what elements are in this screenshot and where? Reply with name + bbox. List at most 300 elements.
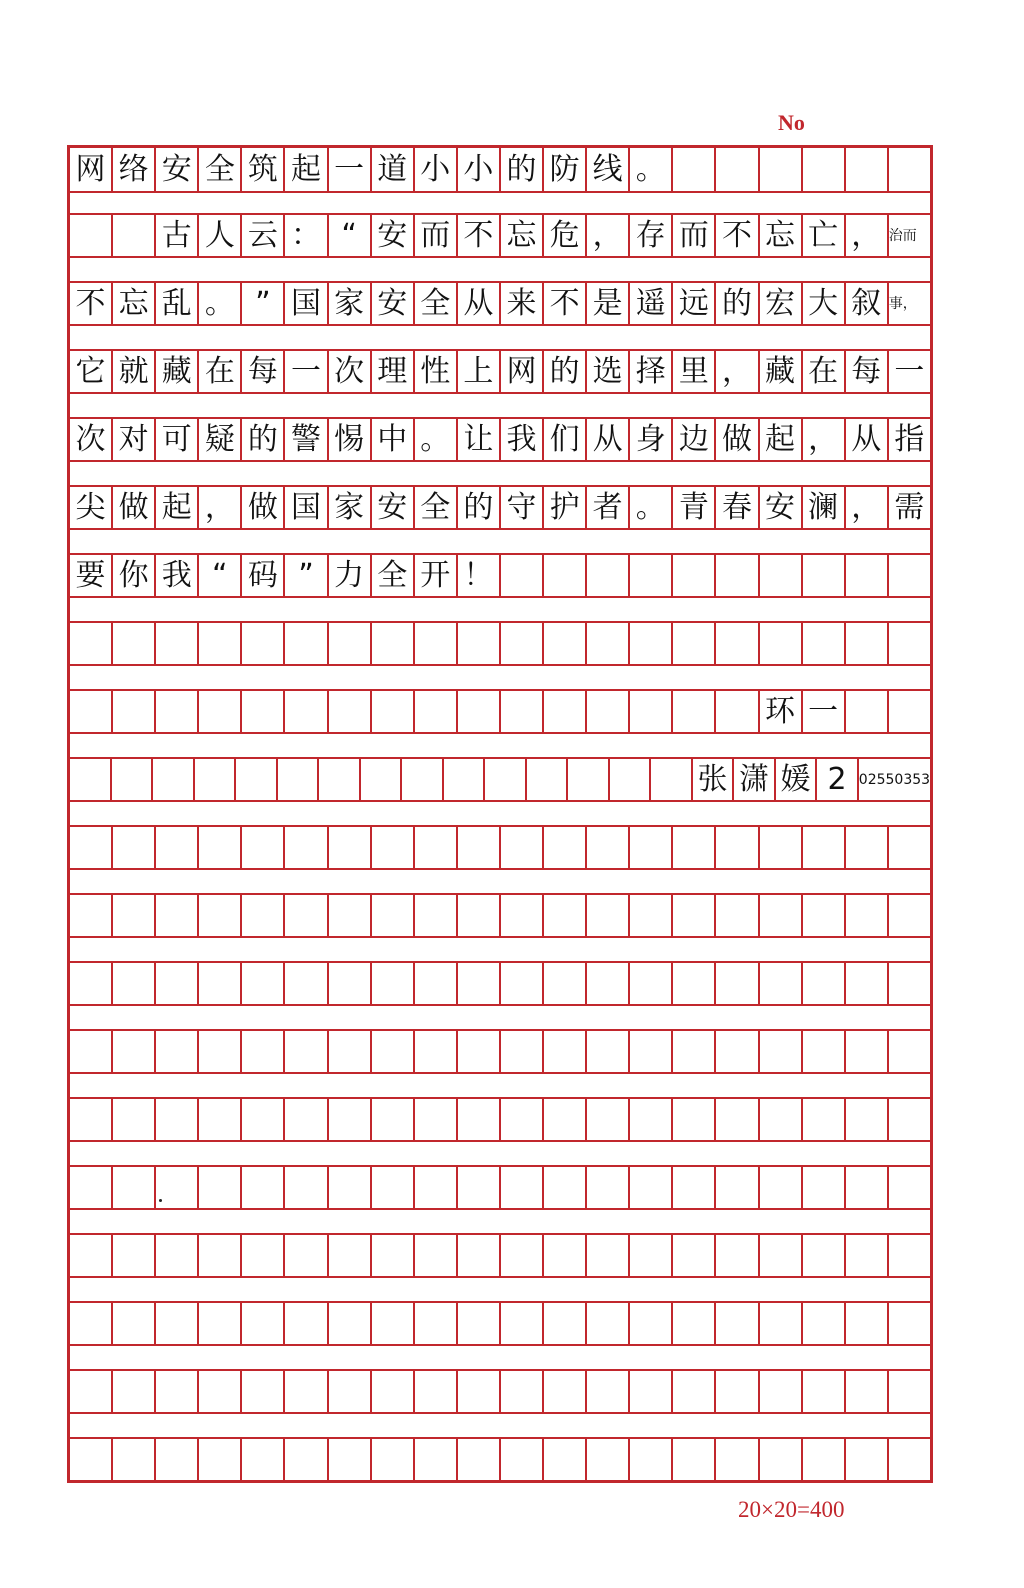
- grid-cell: [415, 895, 458, 936]
- grid-cell: 起: [285, 148, 328, 191]
- grid-cell: [716, 963, 759, 1004]
- grid-cell: 。: [415, 419, 458, 460]
- grid-cell: [285, 1439, 328, 1480]
- grid-cell: [630, 1303, 673, 1344]
- grid-cell: [501, 691, 544, 732]
- grid-cell: [156, 1371, 199, 1412]
- grid-cell: [610, 759, 652, 800]
- grid-cell: [458, 963, 501, 1004]
- grid-cell: [199, 1235, 242, 1276]
- grid-cell: [587, 827, 630, 868]
- grid-cell: 线: [587, 148, 630, 191]
- grid-row: [70, 689, 930, 734]
- grid-cell: [846, 623, 889, 664]
- grid-cell: [716, 1371, 759, 1412]
- grid-cell: 理: [372, 351, 415, 392]
- grid-cell: [113, 963, 156, 1004]
- grid-cell: [156, 623, 199, 664]
- grid-cell: [236, 759, 278, 800]
- grid-cell: 警: [285, 419, 328, 460]
- grid-cell: [70, 1167, 113, 1208]
- grid-cell: [846, 555, 889, 596]
- grid-cell: 潇: [734, 759, 776, 800]
- grid-cell: [760, 895, 803, 936]
- grid-cell: [329, 1167, 372, 1208]
- grid-cell: [372, 1439, 415, 1480]
- grid-cell: 网: [70, 148, 113, 191]
- grid-row: [70, 213, 930, 258]
- grid-cell: [846, 1235, 889, 1276]
- grid-cell: [544, 963, 587, 1004]
- grid-cell: [242, 623, 285, 664]
- grid-cell: [329, 623, 372, 664]
- grid-cell: [889, 691, 930, 732]
- grid-cell: [630, 1235, 673, 1276]
- grid-cell: [156, 895, 199, 936]
- grid-cell: [568, 759, 610, 800]
- grid-cell: 治而: [888, 227, 917, 244]
- grid-cell: [199, 895, 242, 936]
- grid-cell: [501, 555, 544, 596]
- grid-cell: [587, 1031, 630, 1072]
- grid-cell: [501, 1031, 544, 1072]
- grid-cell: ：: [285, 215, 328, 256]
- grid-cell: [889, 827, 930, 868]
- grid-cell: [803, 895, 846, 936]
- grid-row: [70, 1301, 930, 1346]
- grid-cell: 不: [716, 215, 759, 256]
- grid-cell: [544, 1031, 587, 1072]
- grid-cell: [113, 215, 156, 256]
- grid-row: [70, 1233, 930, 1278]
- grid-cell: 从: [846, 419, 889, 460]
- grid-cell: 来: [501, 283, 544, 324]
- grid-cell: [673, 555, 716, 596]
- grid-cell: 就: [113, 351, 156, 392]
- grid-cell: [113, 691, 156, 732]
- grid-cell: [673, 1439, 716, 1480]
- grid-cell: [889, 1371, 930, 1412]
- grid-cell: 全: [372, 555, 415, 596]
- grid-cell: 络: [113, 148, 156, 191]
- grid-cell: [587, 1099, 630, 1140]
- grid-cell: [630, 1167, 673, 1208]
- grid-cell: [673, 148, 716, 191]
- grid-cell: [329, 1031, 372, 1072]
- grid-cell: [70, 1303, 113, 1344]
- grid-cell: 疑: [199, 419, 242, 460]
- grid-cell: [70, 827, 113, 868]
- grid-row: [70, 349, 930, 394]
- grid-cell: [889, 895, 930, 936]
- page-number-label: No: [778, 110, 805, 135]
- grid-cell: [760, 1167, 803, 1208]
- grid-cell: 国: [285, 487, 328, 528]
- grid-cell: 可: [156, 419, 199, 460]
- grid-cell: [630, 1439, 673, 1480]
- grid-cell: 乱: [156, 283, 199, 324]
- grid-cell: [803, 623, 846, 664]
- grid-cell: [70, 895, 113, 936]
- grid-cell: [760, 1031, 803, 1072]
- grid-cell: [760, 1303, 803, 1344]
- grid-cell: 性: [415, 351, 458, 392]
- grid-cell: [587, 895, 630, 936]
- grid-cell: [372, 1371, 415, 1412]
- grid-cell: [199, 691, 242, 732]
- grid-cell: [458, 1099, 501, 1140]
- grid-cell: [716, 691, 759, 732]
- grid-cell: [803, 1235, 846, 1276]
- grid-cell: 一: [894, 353, 925, 389]
- grid-cell: [803, 1167, 846, 1208]
- grid-cell: [544, 691, 587, 732]
- grid-cell: [285, 1303, 328, 1344]
- grid-cell: [415, 1099, 458, 1140]
- grid-row: [70, 961, 930, 1006]
- grid-cell: [329, 963, 372, 1004]
- grid-cell: 不: [70, 283, 113, 324]
- grid-cell: [846, 1439, 889, 1480]
- grid-cell: [156, 1099, 199, 1140]
- grid-cell: [760, 148, 803, 191]
- grid-cell: [544, 555, 587, 596]
- grid-cell: 选: [587, 351, 630, 392]
- grid-cell: 大: [803, 283, 846, 324]
- grid-cell: [673, 1167, 716, 1208]
- grid-cell: [70, 1235, 113, 1276]
- grid-cell: [889, 1303, 930, 1344]
- grid-cell: 对: [113, 419, 156, 460]
- grid-cell: [199, 1031, 242, 1072]
- grid-cell: [760, 827, 803, 868]
- grid-cell: [329, 1235, 372, 1276]
- grid-cell: [630, 895, 673, 936]
- grid-cell: [587, 555, 630, 596]
- grid-cell: [803, 148, 846, 191]
- grid-cell: [587, 1235, 630, 1276]
- grid-cell: [113, 895, 156, 936]
- grid-row: [70, 1369, 930, 1414]
- grid-cell: [70, 215, 113, 256]
- grid-cell: 一: [329, 148, 372, 191]
- grid-cell: ，: [846, 487, 889, 528]
- grid-cell: [501, 1099, 544, 1140]
- grid-cell: [673, 895, 716, 936]
- grid-cell: 筑: [242, 148, 285, 191]
- grid-cell: [242, 1303, 285, 1344]
- grid-cell: [372, 827, 415, 868]
- grid-cell: [889, 963, 930, 1004]
- grid-cell: 澜: [803, 487, 846, 528]
- grid-cell: 安: [372, 487, 415, 528]
- grid-cell: [285, 1371, 328, 1412]
- grid-cell: [760, 1371, 803, 1412]
- grid-cell: 危: [544, 215, 587, 256]
- grid-cell: [415, 1303, 458, 1344]
- grid-cell: [113, 827, 156, 868]
- grid-cell: 张: [693, 759, 735, 800]
- grid-cell: ！: [458, 555, 501, 596]
- grid-cell: [329, 1439, 372, 1480]
- grid-cell: [630, 1099, 673, 1140]
- grid-cell: 它: [70, 351, 113, 392]
- grid-cell: 小: [458, 148, 501, 191]
- grid-cell: [285, 691, 328, 732]
- grid-cell: [372, 1167, 415, 1208]
- grid-cell: [673, 963, 716, 1004]
- grid-cell: [458, 623, 501, 664]
- grid-cell: 的: [544, 351, 587, 392]
- grid-cell: 家: [329, 283, 372, 324]
- grid-cell: [242, 1031, 285, 1072]
- grid-cell: 每: [846, 351, 889, 392]
- grid-cell: [329, 1371, 372, 1412]
- grid-cell: [630, 827, 673, 868]
- grid-cell: 藏: [156, 351, 199, 392]
- grid-row: [70, 281, 930, 326]
- grid-cell: [329, 1099, 372, 1140]
- grid-cell: 每: [242, 351, 285, 392]
- grid-cell: [846, 963, 889, 1004]
- grid-row: [70, 1029, 930, 1074]
- grid-cell: 防: [544, 148, 587, 191]
- grid-cell: [415, 963, 458, 1004]
- grid-cell: 不: [544, 283, 587, 324]
- grid-cell: [587, 623, 630, 664]
- grid-cell: [501, 1303, 544, 1344]
- grid-cell: [846, 895, 889, 936]
- grid-cell: 青: [673, 487, 716, 528]
- grid-cell: [372, 691, 415, 732]
- grid-cell: [113, 1031, 156, 1072]
- grid-cell: [361, 759, 403, 800]
- grid-cell: [70, 1031, 113, 1072]
- grid-cell: [544, 1167, 587, 1208]
- grid-cell: 边: [673, 419, 716, 460]
- grid-cell: [156, 1167, 199, 1208]
- grid-cell: [278, 759, 320, 800]
- grid-cell: 而: [415, 215, 458, 256]
- grid-cell: [458, 1303, 501, 1344]
- grid-cell: [889, 148, 930, 191]
- grid-cell: [242, 895, 285, 936]
- grid-cell: [372, 963, 415, 1004]
- grid-cell: [285, 1167, 328, 1208]
- grid-cell: 安: [372, 283, 415, 324]
- grid-cell: 者: [587, 487, 630, 528]
- grid-cell: [544, 1439, 587, 1480]
- grid-cell: [630, 1031, 673, 1072]
- grid-cell: [319, 759, 361, 800]
- grid-cell: [846, 691, 889, 732]
- grid-cell: [156, 691, 199, 732]
- grid-cell: 宏: [760, 283, 803, 324]
- grid-cell: 次: [70, 419, 113, 460]
- grid-cell: 媛: [776, 759, 818, 800]
- grid-cell: [760, 555, 803, 596]
- grid-cell: [70, 759, 112, 800]
- grid-cell: [544, 1303, 587, 1344]
- grid-cell: [544, 827, 587, 868]
- grid-cell: [846, 148, 889, 191]
- grid-cell: [156, 1031, 199, 1072]
- grid-cell: 家: [329, 487, 372, 528]
- grid-cell: 云: [242, 215, 285, 256]
- grid-cell: [544, 1371, 587, 1412]
- grid-cell: [587, 1303, 630, 1344]
- grid-cell: 要: [70, 555, 113, 596]
- grid-cell: 国: [285, 283, 328, 324]
- grid-cell: 02550353: [858, 771, 931, 788]
- grid-cell: “: [329, 215, 372, 256]
- grid-cell: 远: [673, 283, 716, 324]
- grid-cell: [415, 623, 458, 664]
- grid-cell: 网: [501, 351, 544, 392]
- grid-row: [70, 485, 930, 530]
- grid-cell: [501, 895, 544, 936]
- grid-cell: ，: [716, 351, 759, 392]
- grid-cell: 人: [199, 215, 242, 256]
- grid-cell: ，: [803, 419, 846, 460]
- grid-cell: 安: [372, 215, 415, 256]
- grid-cell: ”: [242, 283, 285, 324]
- grid-row: [70, 757, 930, 802]
- grid-cell: [242, 691, 285, 732]
- grid-cell: 存: [630, 215, 673, 256]
- grid-cell: 一: [803, 691, 846, 732]
- grid-cell: 是: [587, 283, 630, 324]
- ink-dot: [159, 1199, 162, 1202]
- grid-cell: 上: [458, 351, 501, 392]
- grid-cell: 的: [716, 283, 759, 324]
- grid-capacity-label: 20×20=400: [738, 1497, 845, 1522]
- grid-cell: [285, 1099, 328, 1140]
- grid-cell: [285, 895, 328, 936]
- grid-cell: [329, 895, 372, 936]
- grid-cell: ，: [199, 487, 242, 528]
- grid-cell: 环: [760, 691, 803, 732]
- grid-cell: [199, 963, 242, 1004]
- grid-cell: [153, 759, 195, 800]
- grid-cell: 。: [199, 283, 242, 324]
- grid-cell: [889, 555, 930, 596]
- grid-cell: [372, 1099, 415, 1140]
- grid-cell: 我: [501, 419, 544, 460]
- grid-cell: [587, 1167, 630, 1208]
- grid-cell: [372, 1303, 415, 1344]
- grid-cell: 叙: [846, 283, 889, 324]
- grid-cell: [630, 963, 673, 1004]
- grid-cell: [501, 1439, 544, 1480]
- grid-cell: 需: [894, 489, 925, 525]
- grid-cell: 起: [760, 419, 803, 460]
- grid-cell: 一: [285, 351, 328, 392]
- grid-cell: 道: [372, 148, 415, 191]
- grid-cell: [630, 691, 673, 732]
- grid-cell: [544, 895, 587, 936]
- grid-cell: 古: [156, 215, 199, 256]
- grid-cell: [242, 1371, 285, 1412]
- grid-cell: 。: [630, 487, 673, 528]
- grid-cell: [113, 623, 156, 664]
- grid-cell: 2: [817, 759, 859, 800]
- grid-cell: [415, 1031, 458, 1072]
- grid-cell: [113, 1235, 156, 1276]
- grid-cell: 遥: [630, 283, 673, 324]
- grid-row: [70, 148, 930, 193]
- grid-cell: [458, 1371, 501, 1412]
- grid-cell: [673, 827, 716, 868]
- grid-cell: [716, 827, 759, 868]
- grid-cell: [199, 1371, 242, 1412]
- manuscript-grid: [67, 145, 933, 1483]
- grid-cell: 你: [113, 555, 156, 596]
- grid-cell: 忘: [501, 215, 544, 256]
- grid-cell: [372, 623, 415, 664]
- grid-cell: “: [199, 555, 242, 596]
- grid-cell: [803, 963, 846, 1004]
- grid-cell: [803, 1303, 846, 1344]
- grid-cell: [372, 895, 415, 936]
- grid-cell: [70, 691, 113, 732]
- grid-cell: [587, 1439, 630, 1480]
- grid-cell: [716, 1167, 759, 1208]
- grid-cell: [501, 1167, 544, 1208]
- grid-cell: [716, 1303, 759, 1344]
- grid-cell: 的: [242, 419, 285, 460]
- grid-cell: [458, 827, 501, 868]
- grid-cell: 力: [329, 555, 372, 596]
- grid-cell: ，: [846, 215, 889, 256]
- grid-cell: [673, 623, 716, 664]
- grid-cell: [156, 1303, 199, 1344]
- grid-cell: 做: [242, 487, 285, 528]
- grid-cell: [651, 759, 693, 800]
- grid-cell: 而: [673, 215, 716, 256]
- grid-cell: [803, 1099, 846, 1140]
- grid-cell: [716, 623, 759, 664]
- grid-cell: 开: [415, 555, 458, 596]
- grid-cell: [242, 1235, 285, 1276]
- grid-cell: [889, 1031, 930, 1072]
- grid-cell: [156, 963, 199, 1004]
- grid-cell: [285, 623, 328, 664]
- grid-cell: [716, 1099, 759, 1140]
- grid-cell: [199, 827, 242, 868]
- grid-cell: [242, 1167, 285, 1208]
- grid-cell: [889, 1167, 930, 1208]
- grid-cell: [70, 1371, 113, 1412]
- grid-cell: [501, 963, 544, 1004]
- grid-cell: 春: [716, 487, 759, 528]
- grid-cell: [285, 827, 328, 868]
- grid-cell: [458, 1235, 501, 1276]
- grid-cell: [415, 827, 458, 868]
- grid-cell: 我: [156, 555, 199, 596]
- grid-cell: [242, 1439, 285, 1480]
- grid-cell: 护: [544, 487, 587, 528]
- grid-cell: 指: [894, 421, 925, 457]
- grid-cell: [113, 1099, 156, 1140]
- grid-cell: [285, 1031, 328, 1072]
- grid-cell: [70, 1439, 113, 1480]
- grid-cell: [70, 1099, 113, 1140]
- grid-cell: [501, 1235, 544, 1276]
- grid-cell: [716, 895, 759, 936]
- grid-cell: 从: [587, 419, 630, 460]
- grid-cell: 安: [760, 487, 803, 528]
